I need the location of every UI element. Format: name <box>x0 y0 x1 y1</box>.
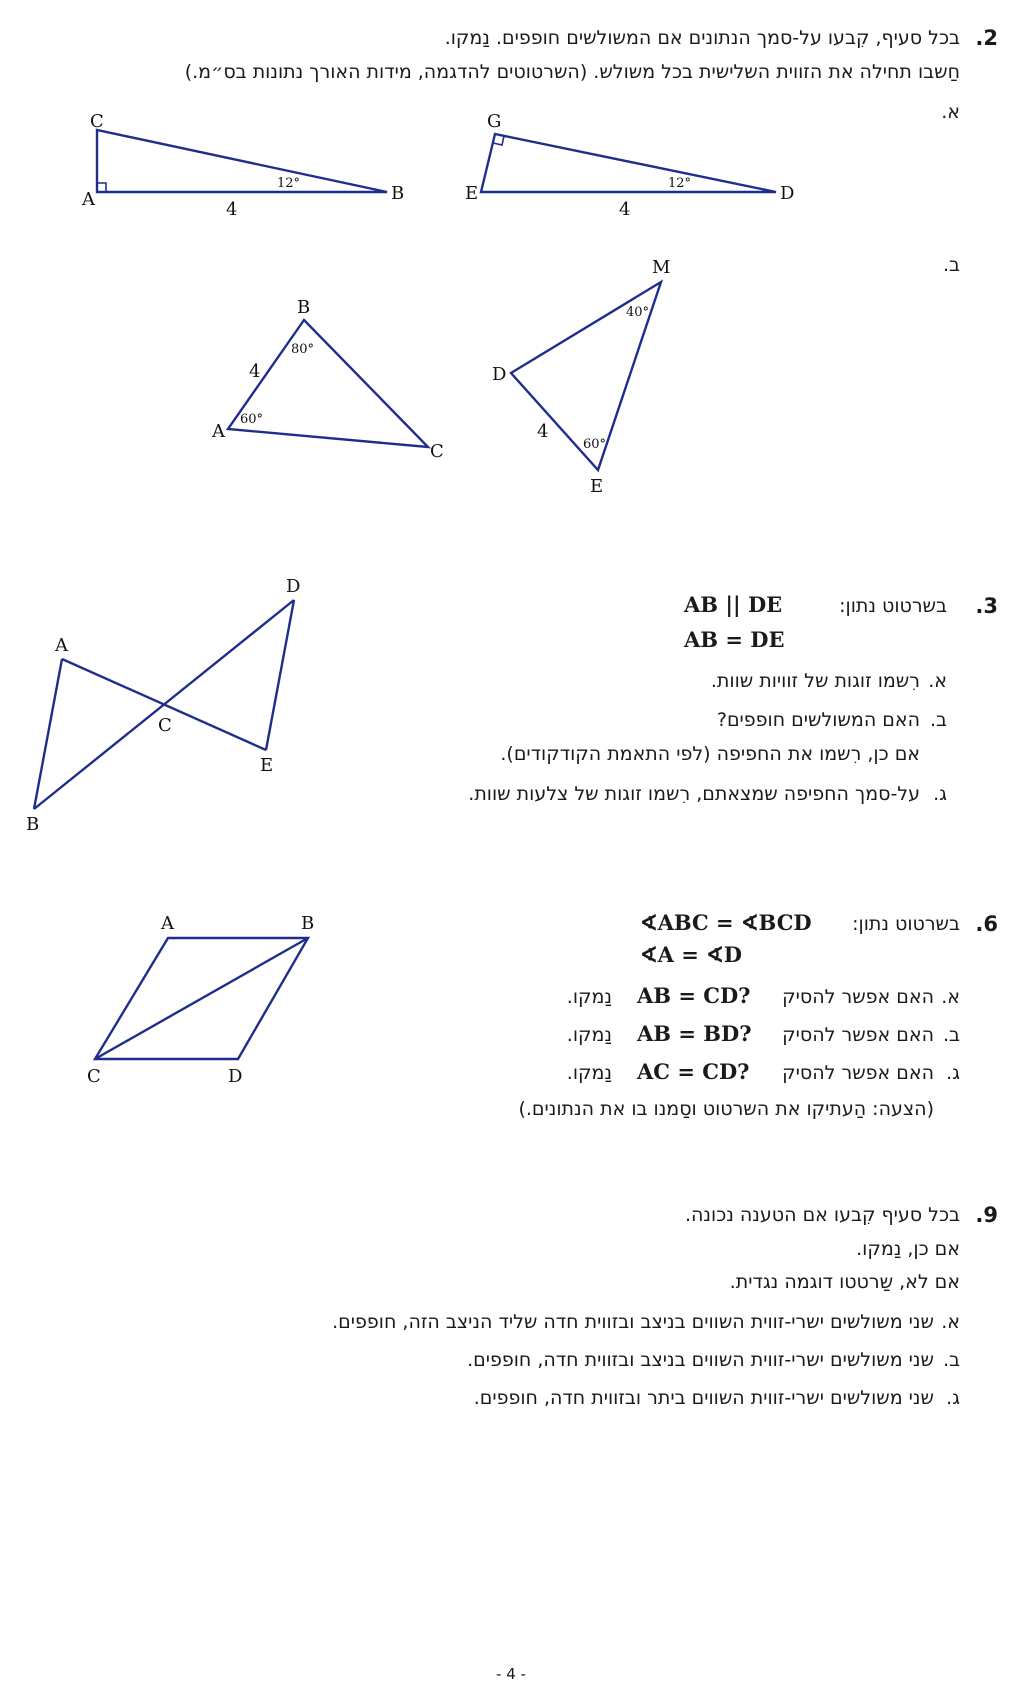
vertex-a-label: A <box>82 189 95 210</box>
q6-figure <box>75 905 335 1095</box>
vertex-g-label: G <box>487 111 502 132</box>
vertex-d-label: D <box>780 183 795 204</box>
angle-b-label: 80° <box>291 342 315 357</box>
q3-item-c-marker: ג. <box>933 783 947 805</box>
q6-number: .6 <box>975 912 998 936</box>
q6-given-angles-bcd: ∢ABC = ∢BCD <box>640 910 812 935</box>
vertex-m-label: M <box>652 257 671 278</box>
vertex-b-label: B <box>297 297 311 318</box>
q6-given-angles-ad: ∢A = ∢D <box>640 942 742 967</box>
vertex-e-label: E <box>590 476 604 497</box>
q9-line1: בכל סעיף קִבעו אם הטענה נכונה. <box>684 1204 960 1226</box>
q2-number: .2 <box>975 26 998 50</box>
vertex-e-label: E <box>465 183 479 204</box>
vertex-a-label: A <box>161 913 174 934</box>
q3-item-b-marker: ב. <box>929 709 947 731</box>
vertex-c-label: C <box>87 1066 101 1087</box>
q6-item-a-marker: א. <box>941 986 960 1008</box>
vertex-c-label: C <box>90 111 104 132</box>
q2-figure-mde <box>480 255 700 500</box>
q9-item-c-marker: ג. <box>946 1387 960 1409</box>
q3-item-b-text: האם המשולשים חופפים? <box>716 709 920 731</box>
q6-item-b-expr: AB = BD? <box>637 1021 752 1046</box>
q3-item-c-text: על-סמך החפיפה שמצאתם, רִשמו זוגות של צלעות שוות. <box>468 783 920 805</box>
q3-item-b-text2: אם כן, רִשמו את החפיפה (לפי התאמת הקודקודים). <box>500 743 920 765</box>
side-ed-label: 4 <box>619 199 631 220</box>
vertex-d-label: D <box>286 576 301 597</box>
q6-hint: (הצעה: הַעתיקו את השרטוט וסַמנו בו את הנתונים.) <box>518 1098 934 1120</box>
q2-figure-abc <box>70 105 420 225</box>
vertex-d-label: D <box>492 364 507 385</box>
vertex-d-label: D <box>228 1066 243 1087</box>
angle-b-label: 12° <box>277 176 301 191</box>
q9-item-b-marker: ב. <box>942 1349 960 1371</box>
side-ab-label: 4 <box>249 361 261 382</box>
q6-given-label: בשרטוט נתון: <box>852 913 960 935</box>
q9-item-a-marker: א. <box>941 1311 960 1333</box>
q6-item-b-explain: נַמקו. <box>566 1024 612 1046</box>
q9-item-c-text: שני משולשים ישרי-זווית השווים ביתר ובזווית חדה, חופפים. <box>473 1387 934 1409</box>
q6-item-a-expr: AB = CD? <box>637 983 751 1008</box>
q3-item-a-text: רִשמו זוגות של זוויות שוות. <box>710 670 920 692</box>
vertex-b-label: B <box>301 913 315 934</box>
q9-item-a-text: שני משולשים ישרי-זווית השווים בניצב ובזווית חדה שליד הניצב הזה, חופפים. <box>332 1311 934 1333</box>
vertex-a-label: A <box>212 421 225 442</box>
q3-figure <box>20 575 320 835</box>
q3-item-a-marker: א. <box>928 670 947 692</box>
angle-e-label: 60° <box>583 437 607 452</box>
q2-item-b-marker: ב. <box>942 254 960 276</box>
q3-given-parallel: AB || DE <box>684 592 783 617</box>
q6-item-c-expr: AC = CD? <box>637 1059 750 1084</box>
q2-figure-abc-b <box>200 295 460 465</box>
side-de-label: 4 <box>537 421 549 442</box>
vertex-a-label: A <box>55 635 68 656</box>
q6-item-b-marker: ב. <box>942 1024 960 1046</box>
q2-note: חַשבו תחילה את הזווית השלישית בכל משולש. (השרטוטים להדגמה, מידות האורך נתונות בס״מ.) <box>184 61 960 83</box>
q6-item-c-marker: ג. <box>946 1062 960 1084</box>
vertex-e-label: E <box>260 755 274 776</box>
q6-item-c-ask: האם אפשר להסיק <box>782 1062 934 1084</box>
q9-item-b-text: שני משולשים ישרי-זווית השווים בניצב ובזווית חדה, חופפים. <box>467 1349 934 1371</box>
angle-m-label: 40° <box>626 305 650 320</box>
page-number: - 4 - <box>496 1665 526 1683</box>
q3-given-equal: AB = DE <box>684 627 785 652</box>
q3-number: .3 <box>975 594 998 618</box>
q6-item-a-ask: האם אפשר להסיק <box>782 986 934 1008</box>
q9-line3: אם לא, שַרטטו דוגמה נגדית. <box>729 1271 960 1293</box>
q6-item-b-ask: האם אפשר להסיק <box>782 1024 934 1046</box>
vertex-c-label: C <box>158 715 172 736</box>
q2-instruction: בכל סעיף, קִבעו על-סמך הנתונים אם המשולשים חופפים. נַמקו. <box>444 27 960 49</box>
vertex-b-label: B <box>26 814 40 835</box>
q9-line2: אם כן, נַמקו. <box>856 1238 960 1260</box>
side-ab-label: 4 <box>226 199 238 220</box>
vertex-c-label: C <box>430 441 444 462</box>
q2-item-a-marker: א. <box>941 101 960 123</box>
q6-item-c-explain: נַמקו. <box>566 1062 612 1084</box>
q3-given-label: בשרטוט נתון: <box>839 595 947 617</box>
angle-a-label: 60° <box>240 412 264 427</box>
vertex-b-label: B <box>391 183 405 204</box>
q2-figure-ged <box>455 105 805 225</box>
q6-item-a-explain: נַמקו. <box>566 986 612 1008</box>
angle-d-label: 12° <box>668 176 692 191</box>
q9-number: .9 <box>975 1203 998 1227</box>
